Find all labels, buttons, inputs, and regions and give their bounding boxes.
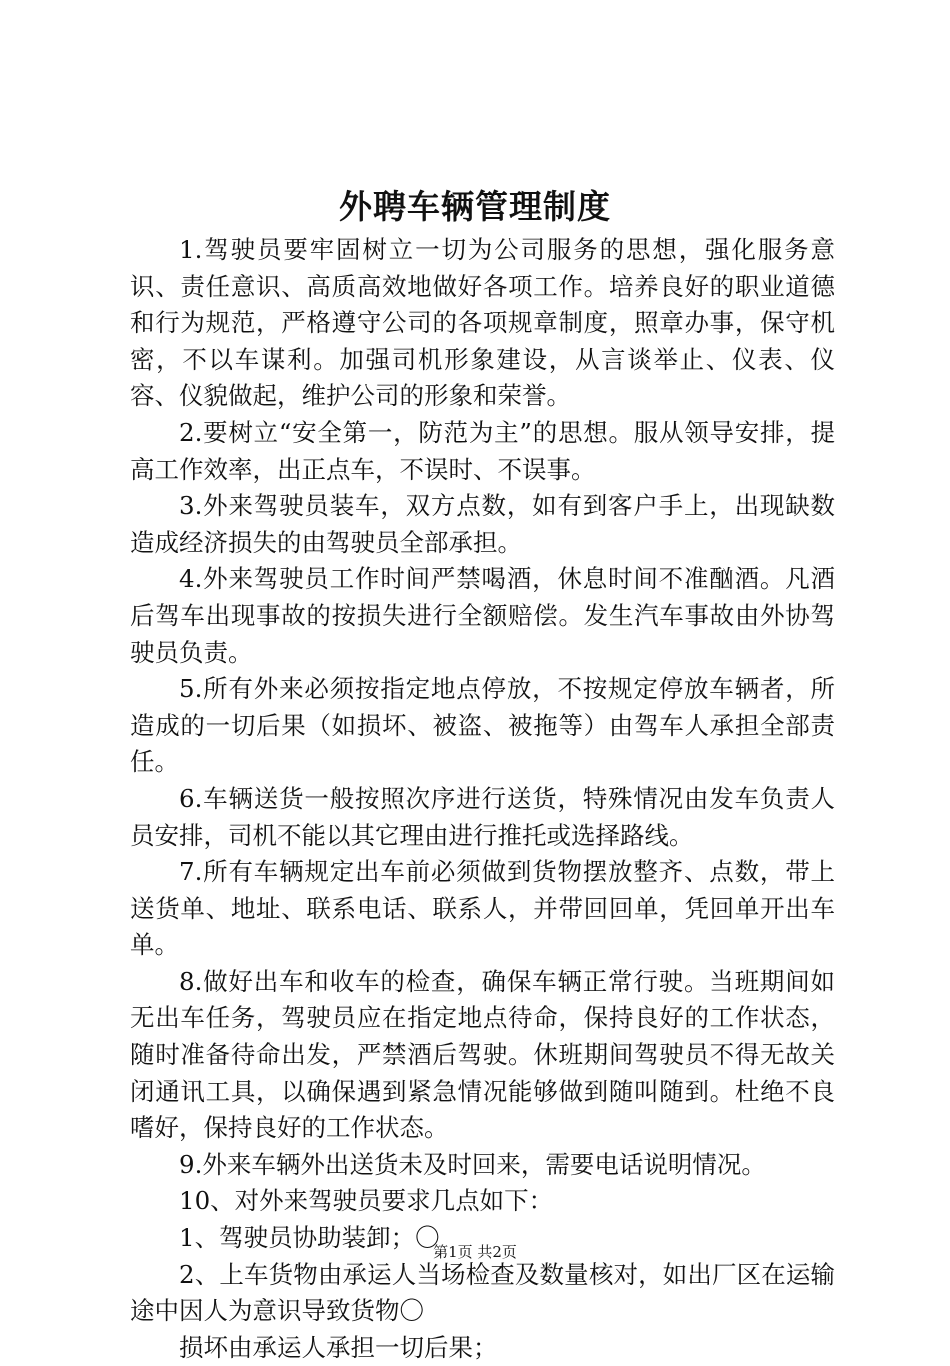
paragraph-3: 3.外来驾驶员装车，双方点数，如有到客户手上，出现缺数造成经济损失的由驾驶员全部承担。 xyxy=(130,491,835,557)
paragraph-8: 8.做好出车和收车的检查，确保车辆正常行驶。当班期间如无出车任务，驾驶员应在指定地点待命，保持良好的工作状态，随时准备待命出发，严禁酒后驾驶。休班期间驾驶员不得无故关闭通讯工具，以确保遇到紧急情况能够做到随叫随到。杜绝不良嗜好，保持良好的工作状态。 xyxy=(130,966,835,1143)
document-title: 外聘车辆管理制度 xyxy=(339,187,611,226)
paragraph-7: 7.所有车辆规定出车前必须做到货物摆放整齐、点数，带上送货单、地址、联系电话、联系人，并带回回单，凭回单开出车单。 xyxy=(130,857,835,960)
paragraph-2: 2.要树立“安全第一，防范为主”的思想。服从领导安排，提高工作效率，出正点车，不误时、不误事。 xyxy=(130,417,835,484)
paragraph-1: 1.驾驶员要牢固树立一切为公司服务的思想，强化服务意识、责任意识、高质高效地做好各项工作。培养良好的职业道德和行为规范，严格遵守公司的各项规章制度，照章办事，保守机密，不以车谋利。加强司机形象建设，从言谈举止、仪表、仪容、仪貌做起，维护公司的形象和荣誉。 xyxy=(130,235,835,411)
sub-item-1: 1、驾驶员协助装卸；〇 xyxy=(179,1223,440,1253)
paragraph-5: 5.所有外来必须按指定地点停放，不按规定停放车辆者，所造成的一切后果（如损坏、被盗、被拖等）由驾车人承担全部责任。 xyxy=(130,674,835,777)
paragraph-6: 6.车辆送货一般按照次序进行送货，特殊情况由发车负责人员安排，司机不能以其它理由进行推托或选择路线。 xyxy=(130,783,835,850)
paragraph-4: 4.外来驾驶员工作时间严禁喝酒，休息时间不准酗酒。凡酒后驾车出现事故的按损失进行全额赔偿。发生汽车事故由外协驾驶员负责。 xyxy=(130,564,835,667)
sub-item-2-continued: 损坏由承运人承担一切后果； xyxy=(179,1332,498,1362)
sub-item-2: 2、上车货物由承运人当场检查及数量核对，如出厂区在运输途中因人为意识导致货物〇 xyxy=(130,1259,835,1326)
document-body xyxy=(130,232,835,1366)
paragraph-10: 10、对外来驾驶员要求几点如下： xyxy=(179,1186,554,1216)
page-footer: 第1页 共2页 xyxy=(433,1243,517,1261)
paragraph-9: 9.外来车辆外出送货未及时回来，需要电话说明情况。 xyxy=(179,1149,766,1179)
